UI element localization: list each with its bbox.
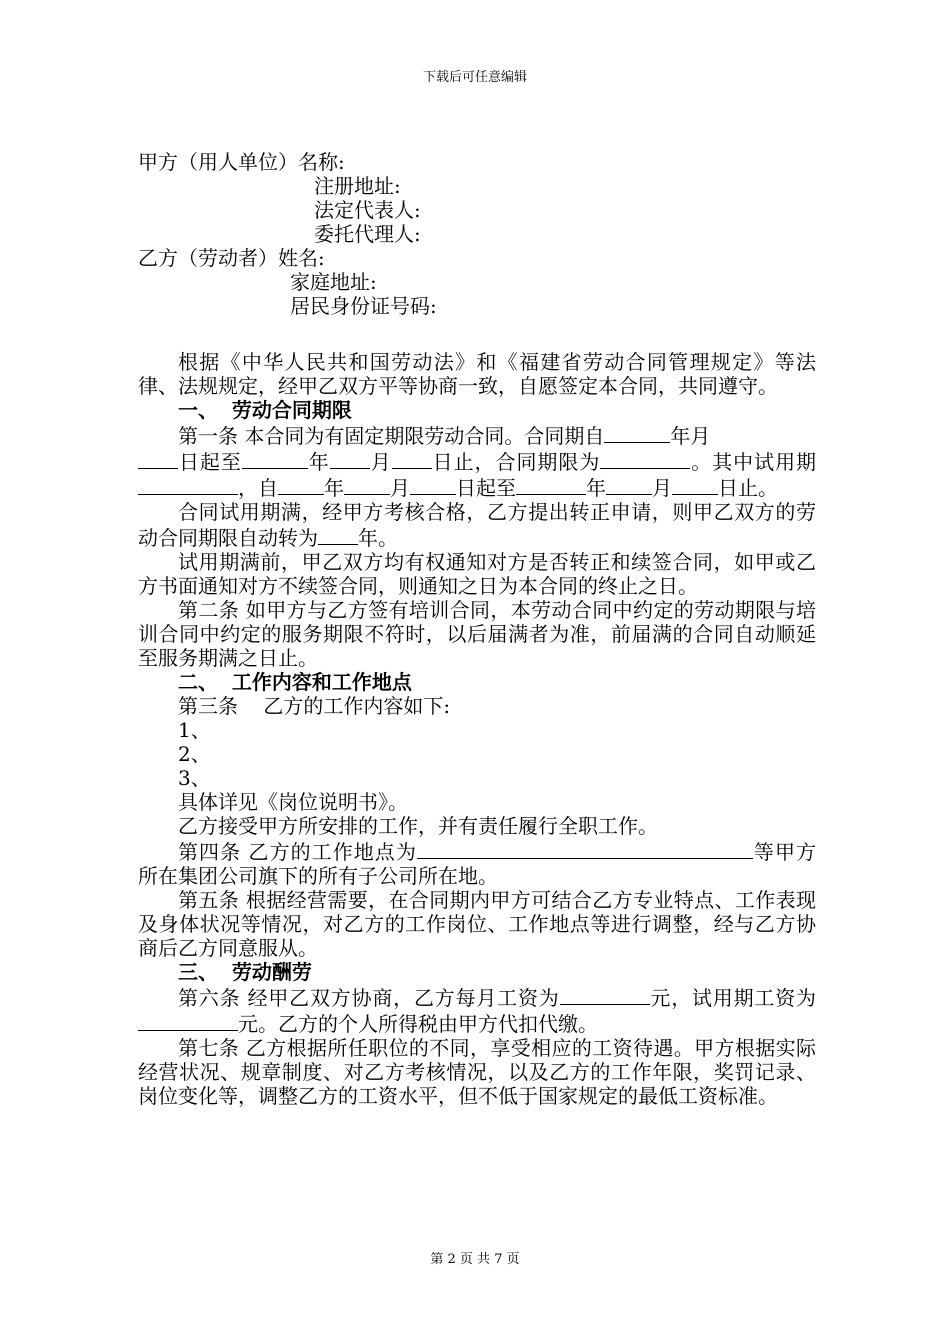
blank-term bbox=[600, 448, 690, 469]
article-5: 第五条 根据经营需要，在合同期内甲方可结合乙方专业特点、工作表现及身体状况等情况，对乙方的工作岗位、工作地点等进行调整，经与乙方协商后乙方同意服从。 bbox=[138, 888, 816, 960]
party-b-home: 家庭地址: bbox=[290, 270, 377, 294]
blank-probation bbox=[138, 474, 238, 495]
job-description-ref: 具体详见《岗位说明书》。 bbox=[178, 790, 408, 814]
party-b-name: 乙方（劳动者）姓名: bbox=[138, 246, 325, 270]
party-a-name: 甲方（用人单位）名称: bbox=[138, 150, 345, 174]
section-3-heading: 三、 劳动酬劳 bbox=[178, 960, 312, 984]
renewal-paragraph: 试用期满前，甲乙双方均有权通知对方是否转正和续签合同，如甲或乙方书面通知对方不续签合同，则通知之日为本合同的终止之日。 bbox=[138, 550, 816, 598]
intro-paragraph: 根据《中华人民共和国劳动法》和《福建省劳动合同管理规定》等法律、法规规定，经甲乙双方平等协商一致，自愿签定本合同，共同遵守。 bbox=[138, 350, 816, 398]
article-3: 第三条 乙方的工作内容如下: bbox=[178, 694, 451, 718]
work-item-2: 2、 bbox=[178, 742, 211, 766]
work-item-1: 1、 bbox=[178, 718, 211, 742]
trial-paragraph: 合同试用期满，经甲方考核合格，乙方提出转正申请，则甲乙双方的劳动合同期限自动转为 年。 bbox=[138, 500, 816, 550]
page-header: 下载后可任意编辑 bbox=[422, 70, 527, 85]
article-6: 第六条 经甲乙双方协商，乙方每月工资为 元，试用期工资为元。乙方的个人所得税由甲方代扣代缴。 bbox=[138, 984, 816, 1036]
blank-work-location bbox=[417, 838, 753, 859]
party-a-agent: 委托代理人: bbox=[314, 222, 421, 246]
page-footer: 第 2 页 共 7 页 bbox=[430, 1252, 520, 1267]
contract-body bbox=[138, 150, 816, 1108]
blank-monthly-wage bbox=[560, 984, 650, 1005]
article-7: 第七条 乙方根据所任职位的不同，享受相应的工资待遇。甲方根据实际经营状况、规章制度、对乙方考核情况，以及乙方的工作年限，奖罚记录、岗位变化等，调整乙方的工资水平，但不低于国家规定的最低工资标准。 bbox=[138, 1036, 816, 1108]
party-b-id: 居民身份证号码: bbox=[290, 294, 437, 318]
blank-start-year bbox=[604, 422, 670, 443]
section-1-heading: 一、 劳动合同期限 bbox=[178, 398, 352, 422]
party-a-address: 注册地址: bbox=[314, 174, 401, 198]
blank-end-year bbox=[242, 448, 308, 469]
article-1-dates: 日起至 年 月 日止，合同期限为 。其中试用期，自 年 月 日起至 年 月 日止。 bbox=[138, 448, 816, 500]
section-2-heading: 二、 工作内容和工作地点 bbox=[178, 670, 412, 694]
article-2: 第二条 如甲方与乙方签有培训合同，本劳动合同中约定的劳动期限与培训合同中约定的服务期限不符时，以后届满者为准，前届满的合同自动顺延至服务期满之日止。 bbox=[138, 598, 816, 670]
article-1: 第一条 本合同为有固定期限劳动合同。合同期自 年月 bbox=[178, 424, 711, 448]
article-4: 第四条 乙方的工作地点为 等甲方所在集团公司旗下的所有子公司所在地。 bbox=[138, 840, 817, 888]
work-item-3: 3、 bbox=[178, 766, 211, 790]
blank-probation-wage bbox=[138, 1010, 238, 1031]
accept-paragraph: 乙方接受甲方所安排的工作，并有责任履行全职工作。 bbox=[178, 814, 658, 838]
party-a-legal-rep: 法定代表人: bbox=[314, 198, 421, 222]
